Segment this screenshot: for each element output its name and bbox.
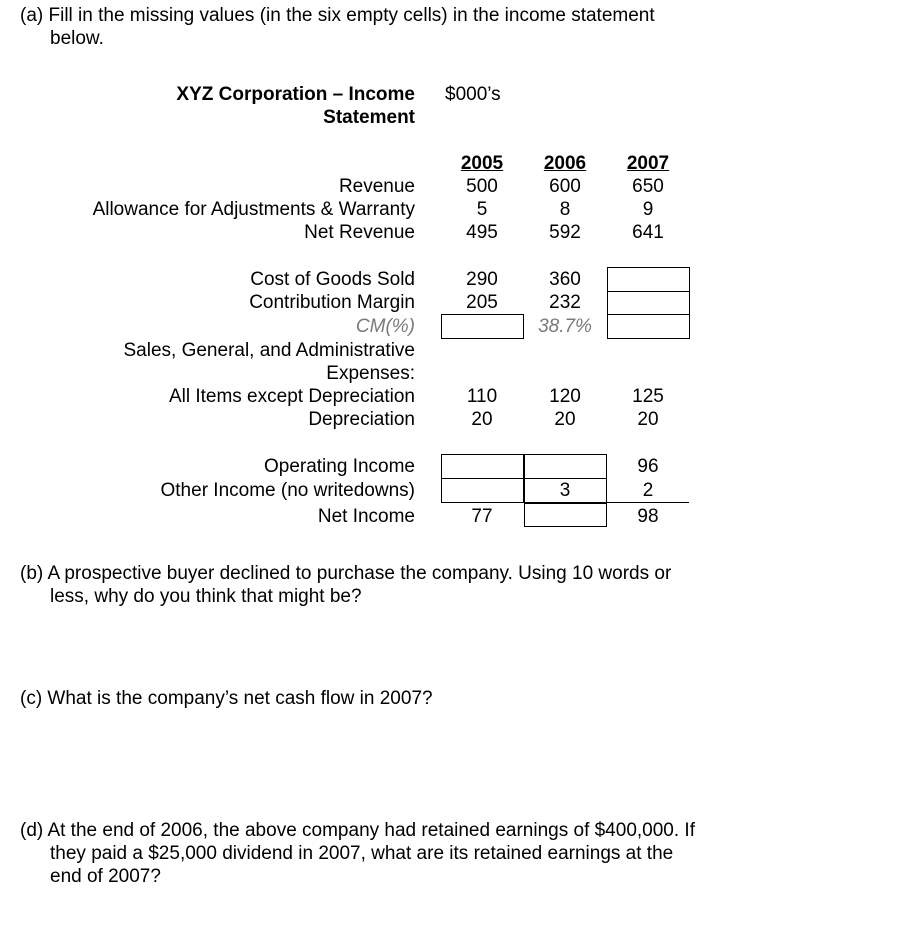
- question-d-line-3: end of 2007?: [50, 866, 161, 887]
- operating-income-2007: 96: [637, 456, 659, 477]
- label-revenue: Revenue: [338, 176, 415, 197]
- question-c: [20, 687, 433, 710]
- question-b-line-1: (b) A prospective buyer declined to purchase the company. Using 10 words or: [20, 563, 672, 584]
- other-income-2005-blank-cell[interactable]: [441, 478, 524, 503]
- all-items-2007: 125: [632, 386, 664, 407]
- depreciation-2007: 20: [637, 409, 659, 430]
- statement-title-line-1: XYZ Corporation – Income: [176, 84, 415, 105]
- all-items-2006: 120: [549, 386, 581, 407]
- label-sga-line-1: Sales, General, and Administrative: [123, 340, 415, 361]
- other-income-2006: 3: [559, 480, 571, 501]
- label-depreciation: Depreciation: [308, 409, 415, 430]
- question-a: [20, 4, 655, 50]
- label-operating-income: Operating Income: [263, 456, 415, 477]
- net-revenue-2006: 592: [549, 222, 581, 243]
- cm-pct-2007-blank-cell[interactable]: [607, 314, 690, 339]
- question-d-line-2: they paid a $25,000 dividend in 2007, what are its retained earnings at the: [50, 843, 674, 864]
- revenue-2005: 500: [466, 176, 498, 197]
- contribution-margin-2007-blank-cell[interactable]: [607, 291, 690, 315]
- question-d-line-1: (d) At the end of 2006, the above company had retained earnings of $400,000. If: [20, 820, 695, 841]
- operating-income-2006-blank-cell[interactable]: [524, 454, 607, 479]
- all-items-2005: 110: [466, 386, 498, 407]
- label-other-income: Other Income (no writedowns): [160, 480, 415, 501]
- label-contribution-margin: Contribution Margin: [249, 292, 415, 313]
- operating-income-2005-blank-cell[interactable]: [441, 454, 524, 479]
- question-c-line-1: (c) What is the company’s net cash flow in 2007?: [20, 688, 433, 709]
- year-header-2007: 2007: [626, 153, 670, 174]
- revenue-2006: 600: [549, 176, 581, 197]
- cm-pct-2005-blank-cell[interactable]: [441, 314, 524, 339]
- question-b-line-2: less, why do you think that might be?: [50, 586, 362, 607]
- net-income-2005: 77: [471, 506, 493, 527]
- label-net-revenue: Net Revenue: [304, 222, 415, 243]
- depreciation-2005: 20: [471, 409, 493, 430]
- other-income-2007: 2: [642, 480, 654, 501]
- label-cogs: Cost of Goods Sold: [250, 269, 415, 290]
- net-revenue-2005: 495: [466, 222, 498, 243]
- allowance-2006: 8: [559, 199, 571, 220]
- revenue-2007: 650: [632, 176, 664, 197]
- label-cm-pct: CM(%): [355, 316, 415, 337]
- units-label: $000’s: [445, 84, 501, 105]
- question-a-line-2: below.: [50, 28, 104, 49]
- question-d: [20, 819, 695, 888]
- net-income-2006-blank-cell[interactable]: [524, 503, 607, 527]
- cm-pct-2006: 38.7%: [538, 316, 592, 337]
- cogs-2006: 360: [549, 269, 581, 290]
- cogs-2007-blank-cell[interactable]: [607, 267, 690, 292]
- label-net-income: Net Income: [317, 506, 415, 527]
- label-allowance: Allowance for Adjustments & Warranty: [92, 199, 415, 220]
- label-all-items: All Items except Depreciation: [168, 386, 415, 407]
- contribution-margin-2005: 205: [466, 292, 498, 313]
- net-revenue-2007: 641: [632, 222, 664, 243]
- contribution-margin-2006: 232: [549, 292, 581, 313]
- statement-title-line-2: Statement: [323, 107, 415, 128]
- allowance-2005: 5: [476, 199, 488, 220]
- label-sga-line-2: Expenses:: [326, 363, 415, 384]
- net-income-2007: 98: [637, 506, 659, 527]
- statement-title: [176, 83, 415, 129]
- question-b: [20, 562, 671, 608]
- question-a-line-1: (a) Fill in the missing values (in the six empty cells) in the income statement: [20, 5, 655, 26]
- year-header-2006: 2006: [543, 153, 587, 174]
- cogs-2005: 290: [466, 269, 498, 290]
- year-header-2005: 2005: [460, 153, 504, 174]
- depreciation-2006: 20: [554, 409, 576, 430]
- allowance-2007: 9: [642, 199, 654, 220]
